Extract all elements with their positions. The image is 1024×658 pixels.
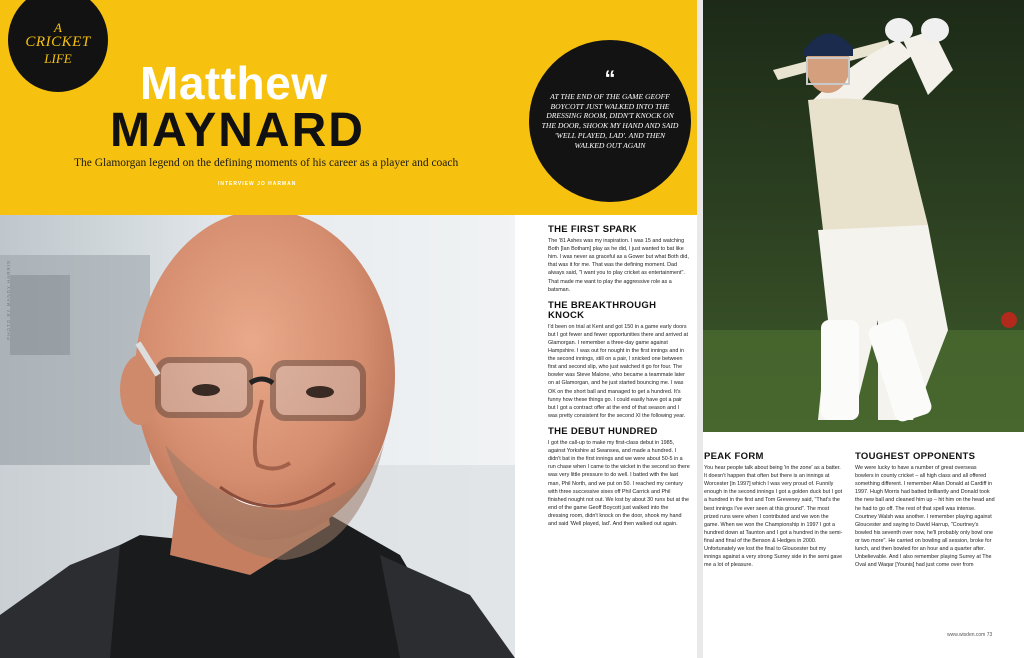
pull-quote [529,40,691,202]
quote-mark-icon: “ [604,66,616,91]
section-heading: THE FIRST SPARK [548,224,637,235]
article-column-right [855,452,995,569]
headline-last-name: MAYNARD [110,104,365,157]
badge-line-3: LIFE [44,51,72,66]
batsman-illustration [703,0,1024,432]
section-heading: THE DEBUT HUNDRED [548,425,658,437]
article-column-middle [704,452,844,569]
interview-credit: INTERVIEW JO HARMAN [218,181,297,187]
article-column-left [548,225,690,528]
badge-line-1: A [54,20,62,35]
pull-quote-text: AT THE END OF THE GAME GEOFF BOYCOTT JUST WALKED INTO THE DRESSING ROOM, DIDN'T KNOCK ON THE DOOR, SHOOK MY HAND AND SAID 'WELL PLAYED, LAD'. AND THEN WALKED OUT AGAIN [541,92,679,150]
section-first-spark [548,225,690,294]
section-body: I got the call-up to make my first-class debut in 1985, against Yorkshire at Swansea, and made a hundred. I didn't bat in the first innings and we were about 50-5 in a run chase when I came to the wicket in the second so there was very little pressure to do well. I batted with the last man, Phil North, and we put on 50. I reached my century with three successive sixes off Phil Carrick and Phil finished nought not out. We lost by about 30 runs but at the end of the game Geoff Boycott just walked into the dressing room, didn't knock on the door, shook my hand and said 'Well played, lad'. And then walked out again. [548,439,690,528]
section-body: The '81 Ashes was my inspiration. I was 15 and watching Both [Ian Botham] play as he did, I just wanted to bat like him. I was never as graceful as a Gower but what Both did, that was it for me. That was the defining moment. Dad always said, "I want you to play cricket as entertainment". That made me want to play the aggressive role as a batsman. [548,237,689,293]
section-debut-hundred [548,427,690,528]
section-body: We were lucky to have a number of great overseas bowlers in county cricket – all high class and all offered something different. I remember Allan Donald at Cardiff in 1997. Hugh Morris had batted brilliantly and Donald took the new ball and cleaned him up – hit him on the head and he had to go off. The rest of that spell was intense. Courtney Walsh was another. I remember playing against Gloucester and saying to David Harrup, "Courtney's bowled his seventh over now, he'll probably only bowl one or two more". He carried on bowling all session, broke for lunch, and then bowled for an hour and a quarter after. Unbelievable. And I also remember playing Surrey at The Oval and Waqar [Younis] had just come over from [855,464,995,569]
section-heading: TOUGHEST OPPONENTS [855,451,976,462]
headline-first-name: Matthew [140,57,328,109]
badge-line-2: CRICKET [25,34,91,50]
page-footer: www.wisden.com 73 [947,632,993,638]
portrait-photo [0,215,515,658]
section-breakthrough-knock [548,301,690,420]
standfirst: The Glamorgan legend on the defining moments of his career as a player and coach [74,157,459,169]
section-heading: THE BREAKTHROUGH KNOCK [548,299,657,321]
cricket-action-photo [703,0,1024,432]
section-body: I'd been on trial at Kent and got 150 in a game early doors but I got fewer and fewer opportunities there and arrived at Glamorgan. I remember a three-day game against Hampshire. I was out for nought in the first innings and in the second innings, still on a pair, I snicked one between first and second slip, who just watched it go for four. The bowler was Steve Malone, who became a teammate later on at Glamorgan, and he just started bouncing me. I was OK on the short ball and managed to get a hundred. It's funny how these things go. I could easily have got a pair but I got a contract offer at the end of that season and I was pretty consistent for the second XI the following year. [548,323,688,419]
photo-credit: PHOTO BY MANDY HARRIS [6,260,11,340]
portrait-illustration [0,215,515,658]
section-body: You hear people talk about being 'in the zone' as a batter. It doesn't happen that often but there is an innings at Worcester [in 1997] which I was very proud of. Funnily enough in the second innings I got a golden duck but I got a hundred in the first and Tom Greveney said, "That's the best innings I've ever seen at this ground". The most prized runs were when I contributed and we won the game. When we won the Championship in 1997 I got a hundred down at Taunton and I got a hundred in the semi-final and final of the Benson & Hedges in 2000. Unfortunately we lost the final to Gloucester but my innings against a very strong Surrey side in the semi gave me a lot of pleasure. [704,464,843,569]
section-heading: PEAK FORM [704,451,764,462]
